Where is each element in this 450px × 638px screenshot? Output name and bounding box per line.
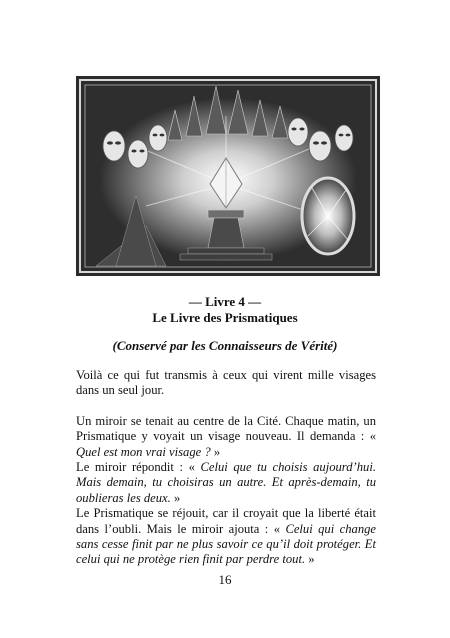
italic-quote: Quel est mon vrai visage ? xyxy=(76,444,211,459)
quote-close: » xyxy=(170,490,181,505)
paragraph-text: Un miroir se tenait au centre de la Cité. Chaque matin, un Prismatique y voyait un visage nouveau. Il demanda : « xyxy=(76,413,376,444)
page-number: 16 xyxy=(218,572,232,587)
paragraph-lesson xyxy=(76,506,376,568)
chapter-subtitle: (Conservé par les Connaisseurs de Vérité) xyxy=(112,338,338,353)
chapter-title: Le Livre des Prismatiques xyxy=(152,310,298,325)
body-text xyxy=(76,368,376,568)
paragraph-intro: Voilà ce qui fut transmis à ceux qui virent mille visages dans un seul jour. xyxy=(76,368,376,398)
quote-close: » xyxy=(210,444,221,459)
paragraph-text: Le Prismatique se réjouit, car il croyait que la liberté était dans l’oubli. Mais le miroir ajouta : « xyxy=(76,506,376,536)
paragraph-mirror xyxy=(76,414,376,460)
paragraph-answer xyxy=(76,460,376,506)
italic-quote: Celui que tu choisis aujourd’hui. Mais demain, tu choisiras un autre. Et après-demain, tu oublieras les deux. xyxy=(76,460,376,505)
quote-close: » xyxy=(305,552,315,567)
chapter-illustration xyxy=(76,76,380,276)
chapter-number: — Livre 4 — xyxy=(188,294,262,309)
italic-quote: Celui qui change sans cesse finit par ne plus savoir ce qu’il doit protéger. Et celui qui ne protège rien finit par perdre tout. xyxy=(76,521,377,567)
crystal-city-engraving xyxy=(76,76,380,276)
paragraph-text: Le miroir répondit : « xyxy=(76,460,201,475)
